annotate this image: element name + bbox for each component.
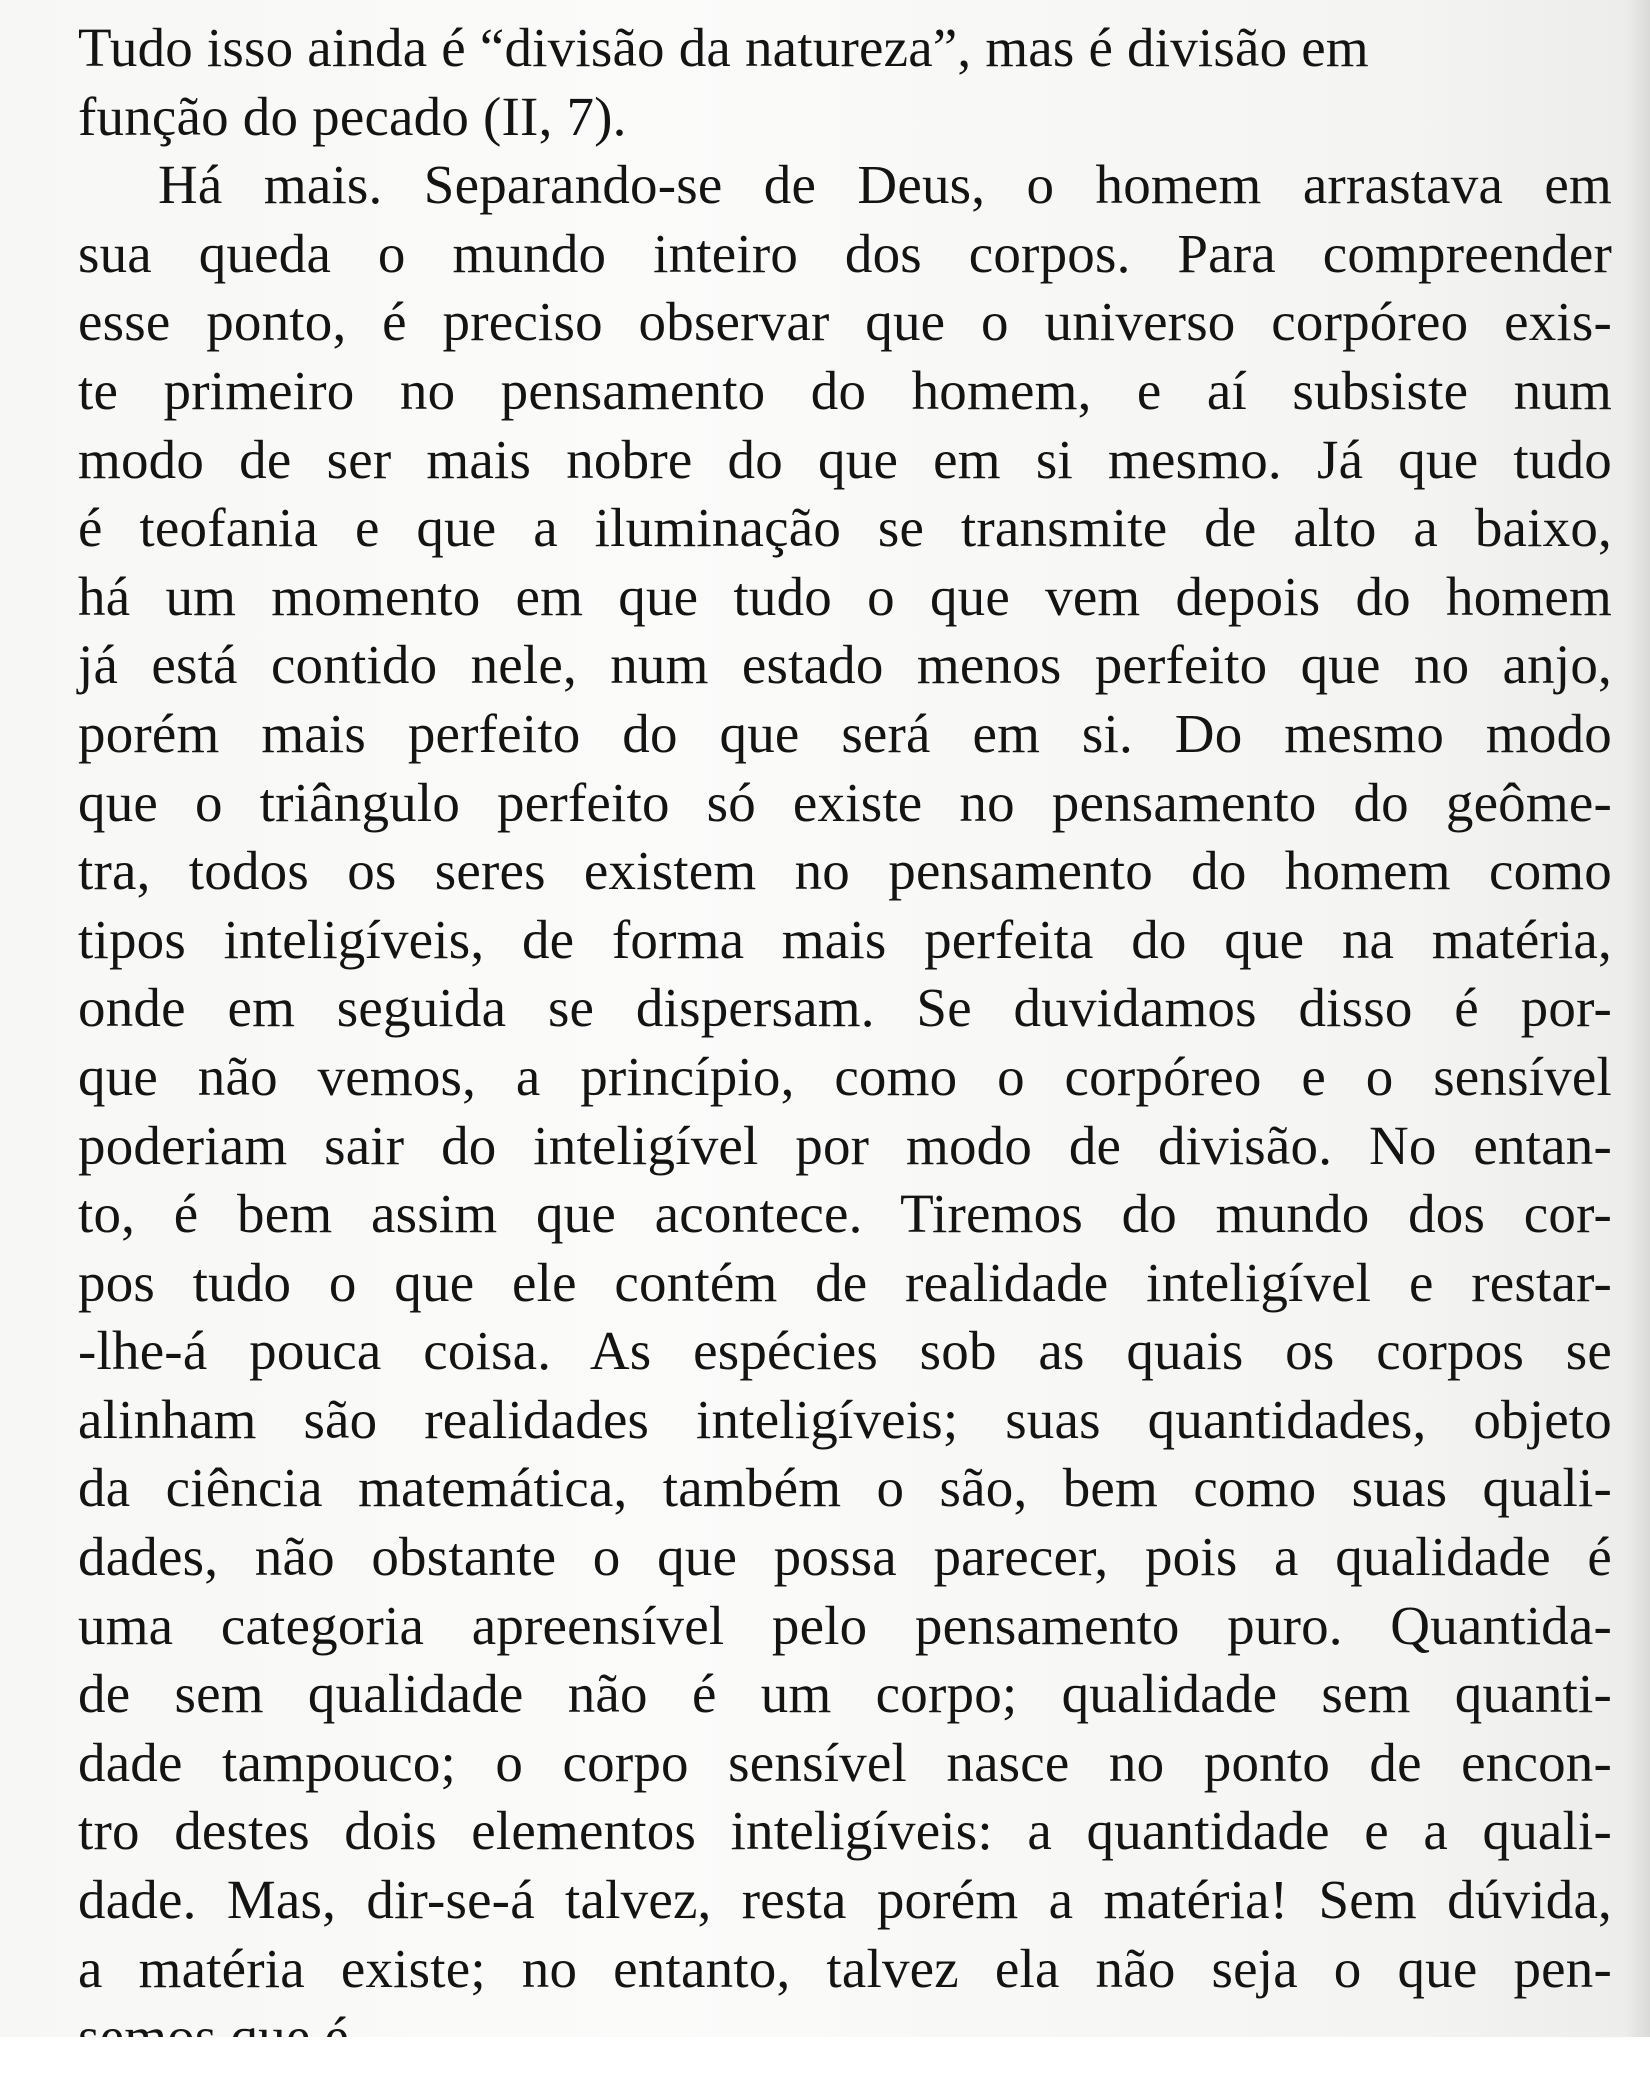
text-line: há um momento em que tudo o que vem depois do homem — [78, 565, 1612, 627]
text-line: é teofania e que a iluminação se transmite de alto a baixo, — [78, 497, 1612, 559]
text-line: da ciência matemática, também o são, bem como suas quali- — [78, 1457, 1612, 1519]
text-line: dades, não obstante o que possa parecer, pois a qualidade é — [78, 1526, 1612, 1588]
text-line: alinham são realidades inteligíveis; suas quantidades, objeto — [78, 1388, 1612, 1450]
text-line: poderiam sair do inteligível por modo de divisão. No entan- — [78, 1114, 1612, 1176]
text-line: que o triângulo perfeito só existe no pensamento do geôme- — [78, 771, 1612, 833]
text-line: Há mais. Separando-se de Deus, o homem arrastava em — [158, 154, 1612, 216]
text-line: uma categoria apreensível pelo pensamento puro. Quantida- — [78, 1594, 1612, 1656]
text-line: te primeiro no pensamento do homem, e aí subsiste num — [78, 359, 1612, 421]
text-line: pos tudo o que ele contém de realidade inteligível e restar- — [78, 1251, 1612, 1313]
text-line: Tudo isso ainda é “divisão da natureza”, mas é divisão em — [78, 17, 1369, 78]
text-line: tra, todos os seres existem no pensamento do homem como — [78, 840, 1612, 902]
page-bottom-margin — [0, 2037, 1650, 2083]
text-line: já está contido nele, num estado menos perfeito que no anjo, — [78, 634, 1612, 696]
text-line: esse ponto, é preciso observar que o universo corpóreo exis- — [78, 291, 1612, 353]
text-line: onde em seguida se dispersam. Se duvidamos disso é por- — [78, 977, 1612, 1039]
text-line: sua queda o mundo inteiro dos corpos. Para compreender — [78, 222, 1612, 284]
text-line: que não vemos, a princípio, como o corpóreo e o sensível — [78, 1045, 1612, 1107]
text-line: tipos inteligíveis, de forma mais perfeita do que na matéria, — [78, 908, 1612, 970]
text-line: to, é bem assim que acontece. Tiremos do mundo dos cor- — [78, 1183, 1612, 1245]
text-line: de sem qualidade não é um corpo; qualidade sem quanti- — [78, 1663, 1612, 1725]
text-line: -lhe-á pouca coisa. As espécies sob as quais os corpos se — [78, 1320, 1612, 1382]
text-line: porém mais perfeito do que será em si. Do mesmo modo — [78, 702, 1612, 764]
text-line: modo de ser mais nobre do que em si mesmo. Já que tudo — [78, 428, 1612, 490]
text-line: tro destes dois elementos inteligíveis: a quantidade e a quali- — [78, 1800, 1612, 1862]
text-line: dade. Mas, dir-se-á talvez, resta porém a matéria! Sem dúvida, — [78, 1869, 1612, 1931]
page-edge-shadow — [1626, 0, 1650, 2083]
text-line: dade tampouco; o corpo sensível nasce no ponto de encon- — [78, 1731, 1612, 1793]
text-line: a matéria existe; no entanto, talvez ela não seja o que pen- — [78, 1937, 1612, 1999]
text-line: função do pecado (II, 7). — [78, 85, 627, 147]
body-text — [78, 14, 1612, 2072]
